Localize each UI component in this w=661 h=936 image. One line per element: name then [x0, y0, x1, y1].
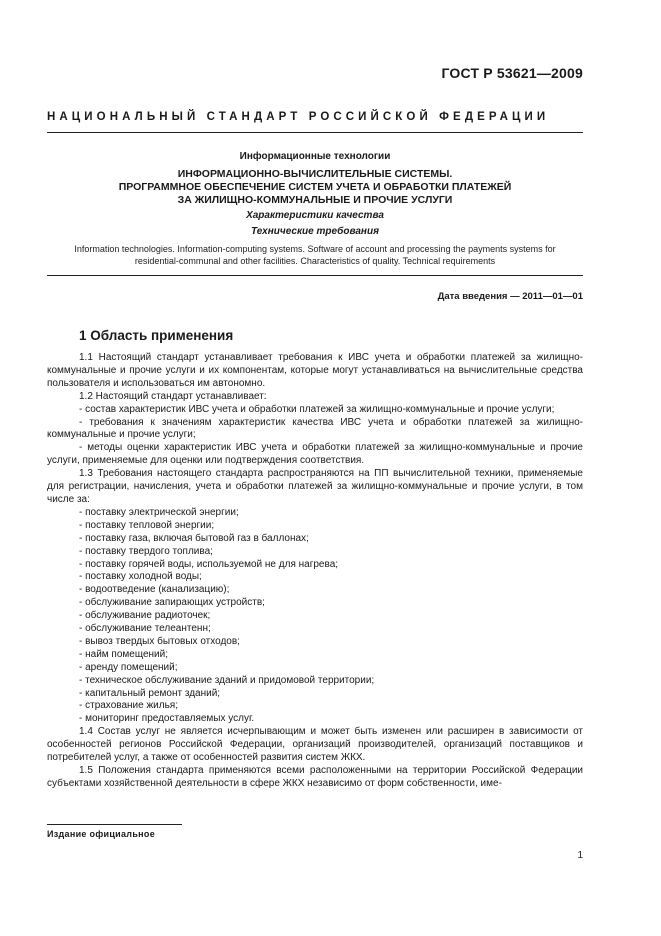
main-title-line-3: ЗА ЖИЛИЩНО-КОММУНАЛЬНЫЕ И ПРОЧИЕ УСЛУГИ	[177, 194, 453, 206]
paragraph: 1.3 Требования настоящего стандарта распространяются на ПП вычислительной техники, применяемые для регистрации, начисления, учета и обработки платежей за жилищно-коммунальные и прочие услуги, в том числе за:	[47, 468, 583, 505]
english-title-line-1: Information technologies. Information-computing systems. Software of account and processing the payments systems for	[74, 244, 556, 254]
paragraph: - состав характеристик ИВС учета и обработки платежей за жилищно-коммунальные и прочие услуги;	[79, 403, 555, 415]
list-item: - поставку газа, включая бытовой газ в баллонах;	[79, 532, 309, 544]
middle-rule	[47, 275, 583, 276]
introduction-date: Дата введения — 2011—01—01	[437, 291, 583, 302]
list-item: - поставку горячей воды, используемой не для нагрева;	[79, 558, 339, 570]
paragraph: 1.4 Состав услуг не является исчерпывающим и может быть изменен или расширен в зависимости от особенностей регионов Российской Федерации, организаций производителей, организаций поставщиков и потребителей услуг, а также от особенностей развития систем ЖКХ.	[47, 726, 583, 764]
footer-rule	[47, 824, 182, 825]
document-number: ГОСТ Р 53621—2009	[441, 65, 583, 81]
edition-label: Издание официальное	[47, 829, 156, 839]
section-title: 1 Область применения	[79, 328, 234, 343]
english-title-line-2: residential-communal and other facilities. Characteristics of quality. Technical requirements	[134, 256, 496, 266]
main-title-line-1: ИНФОРМАЦИОННО-ВЫЧИСЛИТЕЛЬНЫЕ СИСТЕМЫ.	[177, 168, 453, 180]
section-body	[47, 352, 583, 791]
top-rule	[47, 132, 583, 133]
list-item: - вывоз твердых бытовых отходов;	[79, 635, 240, 647]
list-item: - поставку тепловой энергии;	[79, 519, 215, 531]
page-number: 1	[577, 850, 583, 861]
list-item: - поставку твердого топлива;	[79, 545, 213, 557]
paragraph: 1.5 Положения стандарта применяются всеми расположенными на территории Российской Федерации субъектами хозяйственной деятельности в сфере ЖКХ независимо от форм собственности, име-	[47, 765, 583, 789]
main-title-line-2: ПРОГРАММНОЕ ОБЕСПЕЧЕНИЕ СИСТЕМ УЧЕТА И ОБРАБОТКИ ПЛАТЕЖЕЙ	[118, 181, 512, 193]
list-item: - страхование жилья;	[79, 700, 178, 712]
main-title	[47, 168, 583, 207]
list-item: - водоотведение (канализацию);	[79, 584, 230, 596]
english-title	[47, 243, 583, 267]
paragraph: 1.1 Настоящий стандарт устанавливает требования к ИВС учета и обработки платежей за жилищно-коммунальные и прочие услуги и их компонентам, которые могут устанавливаться на вычислительные средства пользователя и использоваться им автономно.	[47, 352, 583, 389]
list-item: - обслуживание запирающих устройств;	[79, 597, 265, 609]
title-subtitle: Информационные технологии	[239, 151, 391, 162]
paragraph: - методы оценки характеристик ИВС учета и обработки платежей за жилищно-коммунальные и прочие услуги, применяемые для оценки или подтверждения соответствия.	[47, 442, 583, 467]
list-item: - поставку холодной воды;	[79, 571, 202, 583]
national-standard-banner: НАЦИОНАЛЬНЫЙ СТАНДАРТ РОССИЙСКОЙ ФЕДЕРАЦИИ	[47, 111, 550, 123]
paragraph: - требования к значениям характеристик качества ИВС учета и обработки платежей за жилищно-коммунальные и прочие услуги;	[47, 416, 583, 441]
quality-subtitle: Характеристики качества	[246, 210, 384, 221]
list-item: - найм помещений;	[79, 648, 168, 660]
paragraph: 1.2 Настоящий стандарт устанавливает:	[79, 390, 267, 402]
list-item: - обслуживание радиоточек;	[79, 610, 211, 622]
list-item: - обслуживание телеантенн;	[79, 623, 211, 635]
list-item: - аренду помещений;	[79, 661, 178, 673]
list-item: - техническое обслуживание зданий и придомовой территории;	[79, 674, 375, 686]
list-item: - мониторинг предоставляемых услуг.	[79, 713, 255, 725]
list-item: - капитальный ремонт зданий;	[79, 687, 221, 699]
list-item: - поставку электрической энергии;	[79, 506, 239, 518]
tech-requirements-subtitle: Технические требования	[251, 226, 379, 237]
